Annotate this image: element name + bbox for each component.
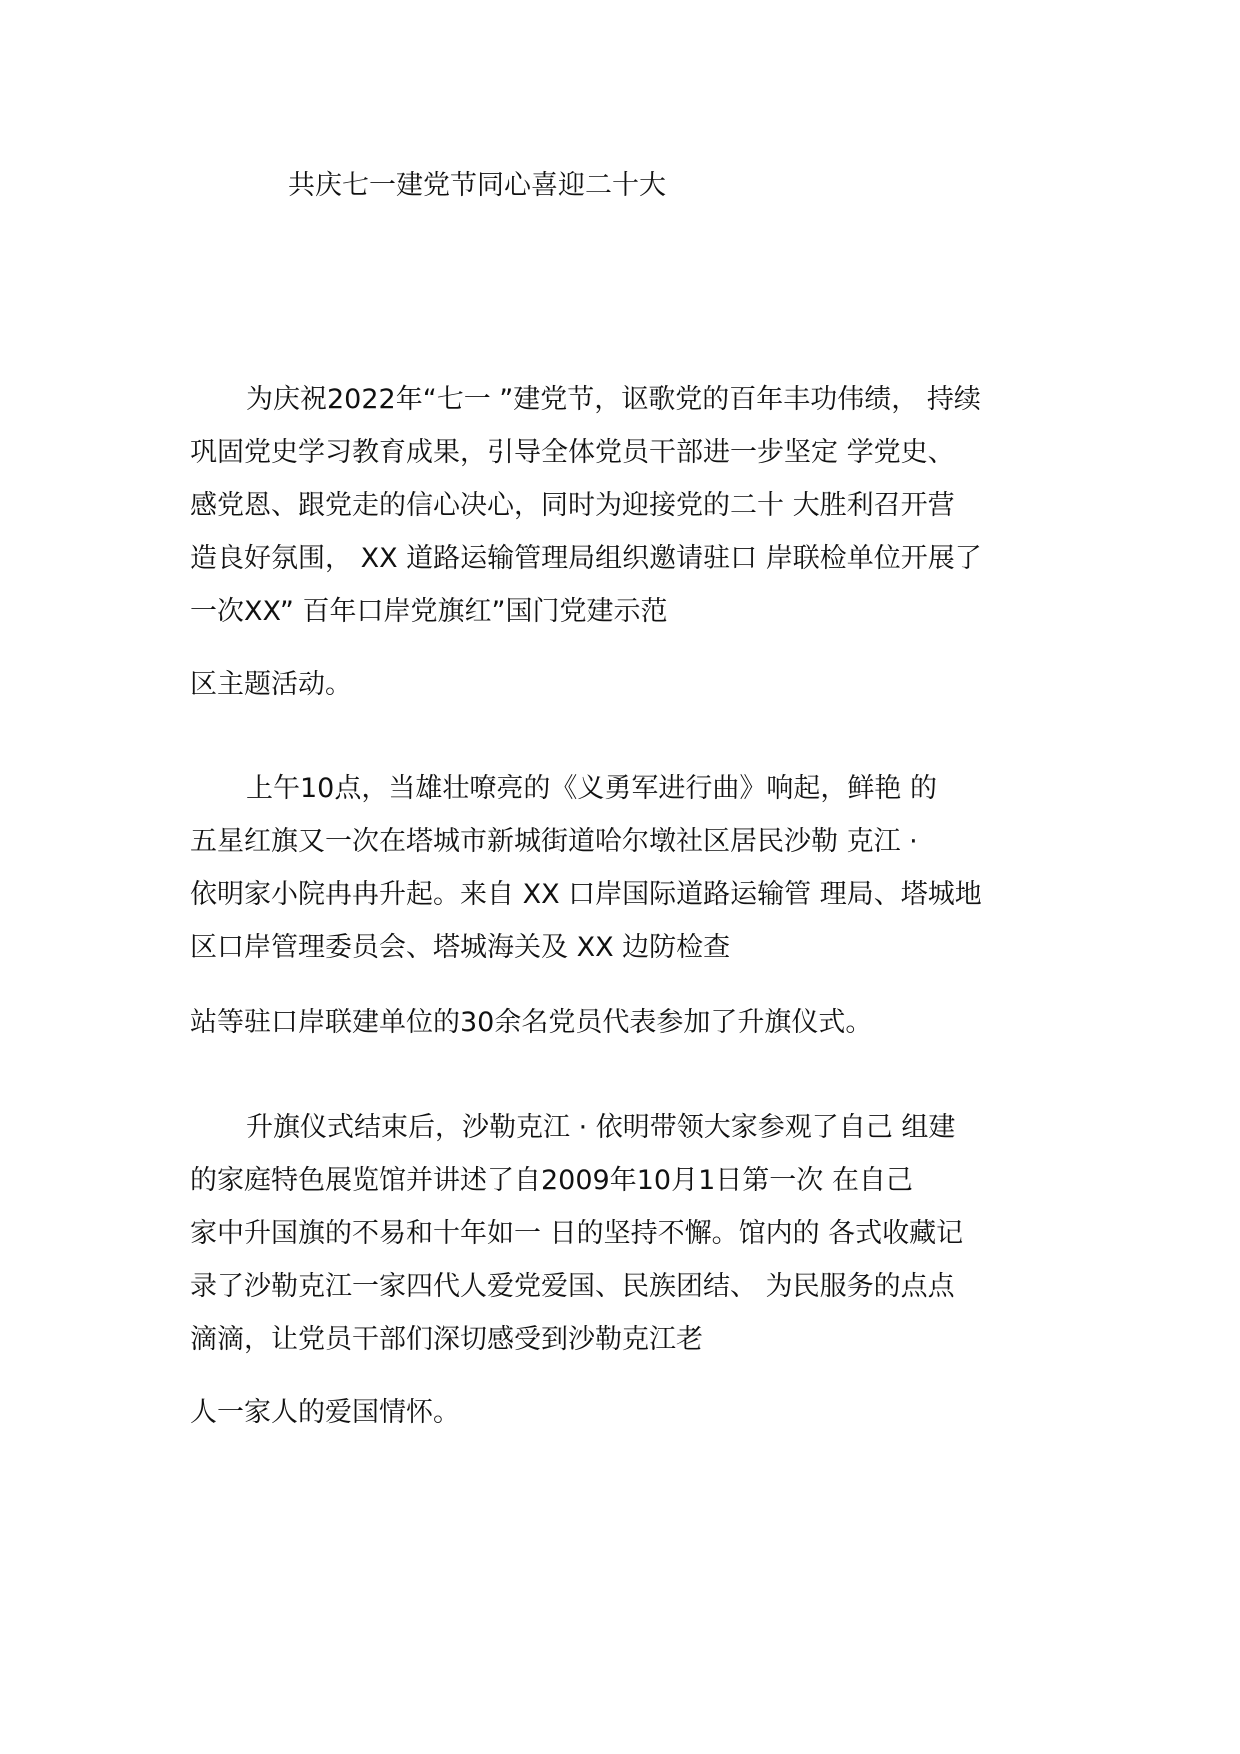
paragraph-2-tail <box>190 996 872 1049</box>
document-title: 共庆七一建党节同心喜迎二十大 <box>288 170 666 201</box>
paragraph-line: 造良好氛围， XX 道路运输管理局组织邀请驻口 岸联检单位开展了 <box>190 543 982 574</box>
paragraph-1 <box>190 373 982 638</box>
paragraph-line: 录了沙勒克江一家四代人爱党爱国、民族团结、 为民服务的点点 <box>190 1271 955 1302</box>
paragraph-line: 依明家小院冉冉升起。来自 XX 口岸国际道路运输管 理局、塔城地 <box>190 879 982 910</box>
paragraph-line: 一次XX” 百年口岸党旗红”国门党建示范 <box>190 596 668 627</box>
paragraph-line: 上午10点，当雄壮嘹亮的《义勇军进行曲》响起，鲜艳 的 <box>246 773 937 804</box>
paragraph-line: 区主题活动。 <box>190 669 352 700</box>
paragraph-line: 五星红旗又一次在塔城市新城街道哈尔墩社区居民沙勒 克江 · <box>190 826 918 857</box>
paragraph-line: 为庆祝2022年“七一 ”建党节，讴歌党的百年丰功伟绩， 持续 <box>246 384 981 415</box>
paragraph-3-tail <box>190 1386 460 1439</box>
paragraph-line: 滴滴，让党员干部们深切感受到沙勒克江老 <box>190 1324 703 1355</box>
paragraph-line: 区口岸管理委员会、塔城海关及 XX 边防检查 <box>190 932 731 963</box>
paragraph-line: 站等驻口岸联建单位的30余名党员代表参加了升旗仪式。 <box>190 1007 873 1038</box>
paragraph-3 <box>190 1101 963 1366</box>
paragraph-line: 家中升国旗的不易和十年如一 日的坚持不懈。馆内的 各式收藏记 <box>190 1218 964 1249</box>
paragraph-line: 升旗仪式结束后，沙勒克江 · 依明带领大家参观了自己 组建 <box>246 1112 956 1143</box>
paragraph-line: 人一家人的爱国情怀。 <box>190 1397 460 1428</box>
paragraph-2 <box>190 762 982 974</box>
paragraph-line: 的家庭特色展览馆并讲述了自2009年10月1日第一次 在自己 <box>190 1165 913 1196</box>
paragraph-line: 巩固党史学习教育成果，引导全体党员干部进一步坚定 学党史、 <box>190 437 955 468</box>
paragraph-line: 感党恩、跟党走的信心决心，同时为迎接党的二十 大胜利召开营 <box>190 490 955 521</box>
paragraph-1-tail <box>190 658 352 711</box>
